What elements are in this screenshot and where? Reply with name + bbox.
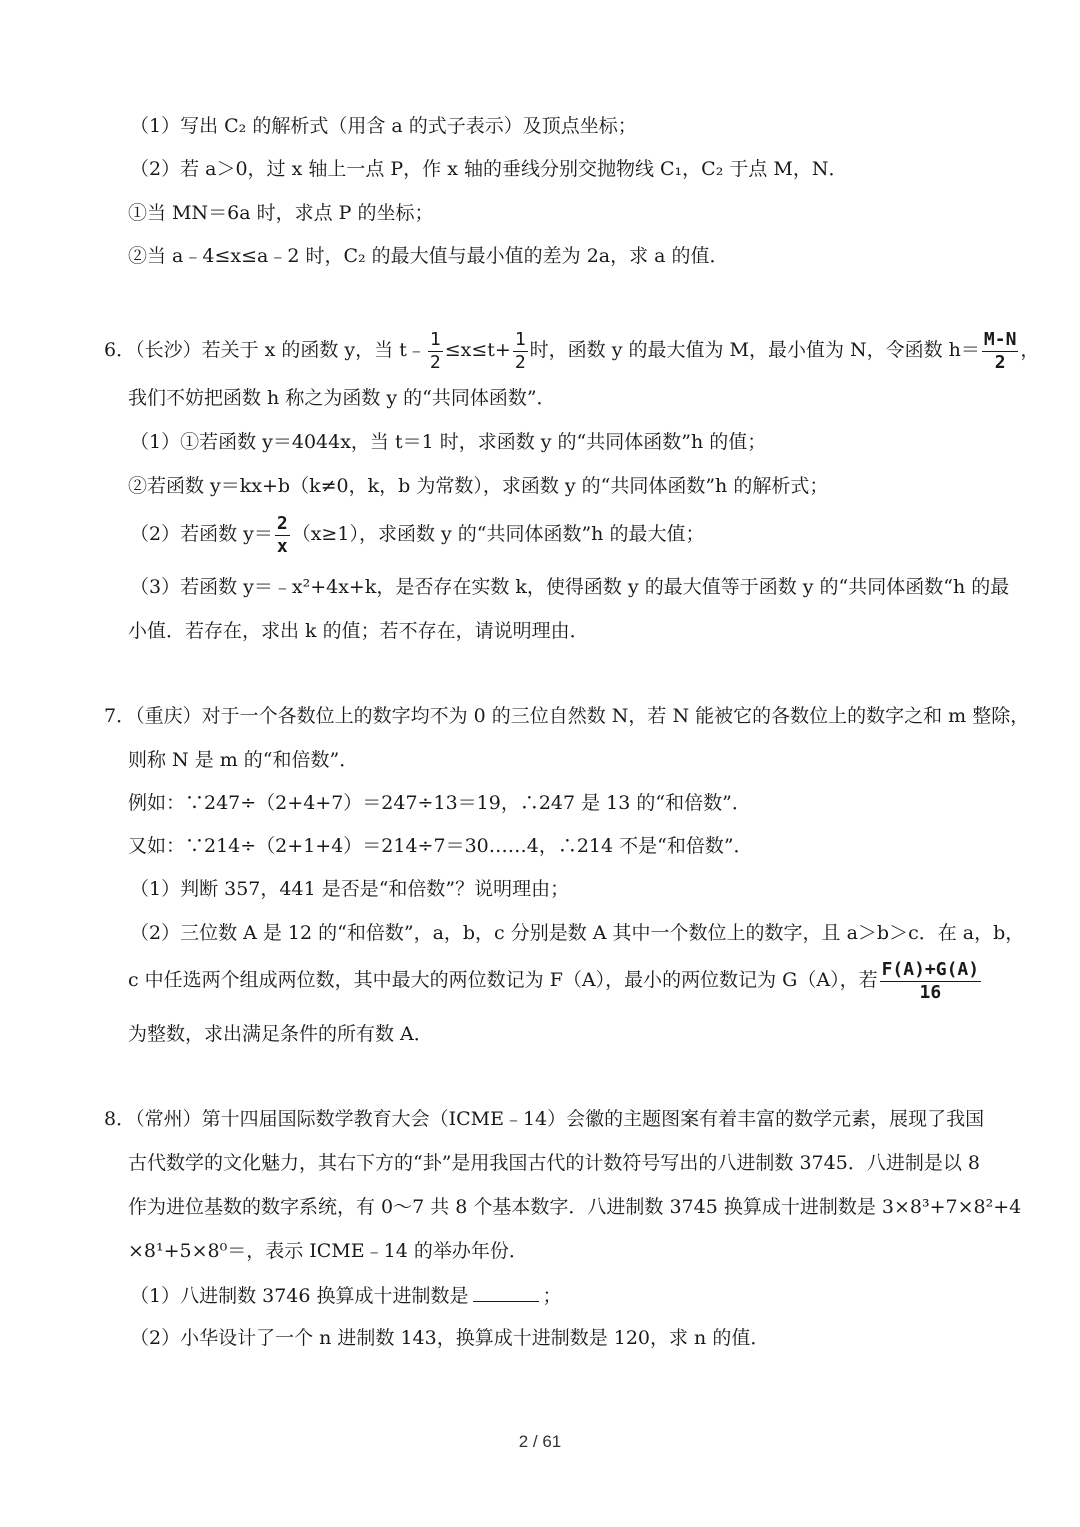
fraction-m-minus-n xyxy=(982,329,1019,374)
problem8-q1 xyxy=(130,1281,562,1310)
problem8-q2: （2）小华设计了一个 n 进制数 143，换算成十进制数是 120，求 n 的值． xyxy=(130,1327,770,1349)
problem8-line2: 古代数学的文化魅力，其右下方的“卦”是用我国古代的计数符号写出的八进制数 3745．八进制是以 8 xyxy=(128,1152,980,1174)
problem8-q1-text: （1）八进制数 3746 换算成十进制数是 xyxy=(130,1285,469,1307)
fraction-denominator: 2 xyxy=(982,351,1019,374)
problem7-q2-line2 xyxy=(128,956,983,1004)
problem6-q1-part1: （1）①若函数 y＝4044x，当 t＝1 时，求函数 y 的“共同体函数”h 的值； xyxy=(130,431,767,453)
fraction-half-2 xyxy=(513,329,528,374)
problem6-definition: 我们不妨把函数 h 称之为函数 y 的“共同体函数”． xyxy=(128,387,556,409)
fraction-denominator: 16 xyxy=(880,981,982,1004)
fraction-two-over-x xyxy=(275,513,290,558)
page-number: 2 / 61 xyxy=(518,1432,562,1451)
problem7-q2-line1: （2）三位数 A 是 12 的“和倍数”，a，b，c 分别是数 A 其中一个数位上的数字，且 a＞b＞c．在 a，b， xyxy=(130,922,1025,944)
fraction-numerator: F(A)+G(A) xyxy=(881,958,980,980)
fraction-numerator: 2 xyxy=(276,512,288,534)
fraction-numerator: 1 xyxy=(514,328,526,350)
fraction-denominator: 2 xyxy=(514,351,526,373)
fraction-half-1 xyxy=(428,329,443,374)
problem6-intro-text-d: ， xyxy=(1020,339,1040,361)
problem6-intro-text-b: ≤x≤t+ xyxy=(444,339,511,361)
problem6-q3-line1: （3）若函数 y＝﹣x²+4x+k，是否存在实数 k，使得函数 y 的最大值等于函数 y 的“共同体函数“h 的最 xyxy=(130,576,1010,598)
problem8-q1-punct: ； xyxy=(542,1285,562,1307)
problem6-q1-part2: ②若函数 y＝kx+b（k≠0，k，b 为常数），求函数 y 的“共同体函数”h 的解析式； xyxy=(128,475,829,497)
problem6-intro xyxy=(104,326,1039,374)
problem7-q1: （1）判断 357，441 是否是“和倍数”？说明理由； xyxy=(130,878,570,900)
problem8-line4: ×8¹+5×8⁰＝，表示 ICME﹣14 的举办年份． xyxy=(128,1240,528,1262)
problem6-q2-text-a: （2）若函数 y＝ xyxy=(130,523,273,545)
problem7-example2: 又如：∵214÷（2+1+4）＝214÷7＝30……4，∴214 不是“和倍数”． xyxy=(128,835,753,857)
fraction-fa-plus-ga xyxy=(880,959,982,1004)
problem7-intro: 7．（重庆）对于一个各数位上的数字均不为 0 的三位自然数 N，若 N 能被它的各数位上的数字之和 m 整除， xyxy=(104,705,1030,727)
problem7-q2-text: c 中任选两个组成两位数，其中最大的两位数记为 F（A），最小的两位数记为 G（A），若 xyxy=(128,969,878,991)
problem6-q2 xyxy=(130,510,704,558)
problem6-intro-text-a: 6．（长沙）若关于 x 的函数 y，当 t﹣ xyxy=(104,339,426,361)
fraction-denominator: 2 xyxy=(429,351,441,373)
prev-q1: （1）写出 C₂ 的解析式（用含 a 的式子表示）及顶点坐标； xyxy=(130,115,637,137)
prev-q2-part1: ①当 MN＝6a 时，求点 P 的坐标； xyxy=(128,202,434,224)
problem8-line3: 作为进位基数的数字系统，有 0～7 共 8 个基本数字．八进制数 3745 换算成十进制数是 3×8³+7×8²+4 xyxy=(128,1196,1022,1218)
problem7-q2-line3: 为整数，求出满足条件的所有数 A． xyxy=(128,1023,433,1045)
problem8-line1: 8．（常州）第十四届国际数学教育大会（ICME﹣14）会徽的主题图案有着丰富的数学元素，展现了我国 xyxy=(104,1108,985,1130)
answer-blank[interactable] xyxy=(473,1281,539,1302)
problem6-intro-text-c: 时，函数 y 的最大值为 M，最小值为 N，令函数 h＝ xyxy=(529,339,980,361)
fraction-numerator: 1 xyxy=(429,328,441,350)
prev-q2: （2）若 a＞0，过 x 轴上一点 P，作 x 轴的垂线分别交抛物线 C₁，C₂ 于点 M，N． xyxy=(130,158,848,180)
problem7-example1: 例如：∵247÷（2+4+7）＝247÷13＝19，∴247 是 13 的“和倍数”． xyxy=(128,792,751,814)
fraction-numerator: M-N xyxy=(983,328,1017,350)
problem6-q2-text-b: （x≥1），求函数 y 的“共同体函数”h 的最大值； xyxy=(291,523,705,545)
problem7-definition: 则称 N 是 m 的“和倍数”． xyxy=(128,749,359,771)
prev-q2-part2: ②当 a﹣4≤x≤a﹣2 时，C₂ 的最大值与最小值的差为 2a，求 a 的值． xyxy=(128,245,729,267)
problem6-q3-line2: 小值．若存在，求出 k 的值；若不存在，请说明理由． xyxy=(128,620,589,642)
fraction-denominator: x xyxy=(276,535,288,557)
